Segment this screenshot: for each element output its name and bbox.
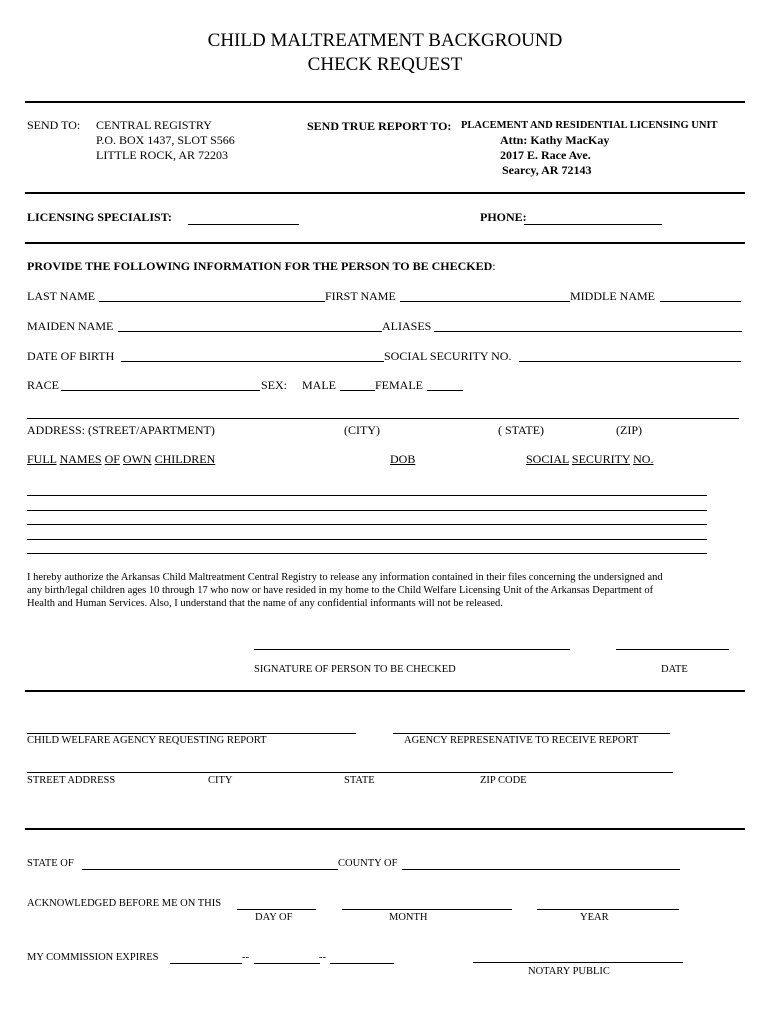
state-of-field[interactable] xyxy=(82,869,338,870)
day-field[interactable] xyxy=(237,909,316,910)
children-header-word: OF xyxy=(104,452,120,466)
address-state-label: ( STATE) xyxy=(498,423,545,437)
commission-label: MY COMMISSION EXPIRES xyxy=(27,952,159,963)
agency-address-field[interactable] xyxy=(27,772,673,773)
notary-signature-field[interactable] xyxy=(473,962,683,963)
licensing-specialist-label: LICENSING SPECIALIST: xyxy=(27,210,172,224)
commission-dash-1: -- xyxy=(242,952,249,963)
state-of-label: STATE OF xyxy=(27,858,74,869)
address-field[interactable] xyxy=(27,418,739,419)
children-ssn-word: NO. xyxy=(633,452,654,466)
authorization-line2: any birth/legal children ages 10 through 17 who now or have resided in my home to the Child Welfare Licensing Unit of the Arkansas Department of xyxy=(27,585,654,597)
ssn-field[interactable] xyxy=(519,361,741,362)
children-header-word: CHILDREN xyxy=(154,452,216,466)
year-field[interactable] xyxy=(537,909,679,910)
child-entry-line[interactable] xyxy=(27,553,707,554)
divider-3 xyxy=(25,242,745,244)
registry-name: CENTRAL REGISTRY xyxy=(96,118,212,132)
signature-field[interactable] xyxy=(254,649,570,650)
true-report-street: 2017 E. Race Ave. xyxy=(500,148,591,162)
signature-label: SIGNATURE OF PERSON TO BE CHECKED xyxy=(254,664,456,675)
phone-label: PHONE: xyxy=(480,210,527,224)
registry-box: P.O. BOX 1437, SLOT S566 xyxy=(96,133,235,147)
last-name-label: LAST NAME xyxy=(27,289,96,303)
registry-city: LITTLE ROCK, AR 72203 xyxy=(96,148,228,162)
maiden-name-field[interactable] xyxy=(118,331,382,332)
child-entry-line[interactable] xyxy=(27,510,707,511)
children-header-word: NAMES xyxy=(59,452,102,466)
dob-field[interactable] xyxy=(121,361,384,362)
address-city-label: (CITY) xyxy=(344,423,380,437)
commission-day-field[interactable] xyxy=(254,963,320,964)
county-of-label: COUNTY OF xyxy=(338,858,398,869)
commission-year-field[interactable] xyxy=(330,963,394,964)
race-label: RACE xyxy=(27,378,60,392)
true-report-label: SEND TRUE REPORT TO: xyxy=(307,119,452,133)
provide-heading xyxy=(27,259,496,274)
true-report-city: Searcy, AR 72143 xyxy=(502,163,592,177)
agency-rep-field[interactable] xyxy=(393,733,670,734)
signature-date-label: DATE xyxy=(661,664,688,675)
true-report-unit: PLACEMENT AND RESIDENTIAL LICENSING UNIT xyxy=(461,120,718,131)
provide-heading-text: PROVIDE THE FOLLOWING INFORMATION FOR THE PERSON TO BE CHECKED xyxy=(27,259,493,273)
middle-name-label: MIDDLE NAME xyxy=(570,289,655,303)
true-report-attn: Attn: Kathy MacKay xyxy=(500,133,610,147)
dob-label: DATE OF BIRTH xyxy=(27,349,115,363)
agency-label: CHILD WELFARE AGENCY REQUESTING REPORT xyxy=(27,735,267,746)
children-header-word: OWN xyxy=(122,452,152,466)
divider-2 xyxy=(25,192,745,194)
aliases-field[interactable] xyxy=(434,331,742,332)
children-header-word: FULL xyxy=(27,452,57,466)
last-name-field[interactable] xyxy=(99,301,325,302)
signature-date-field[interactable] xyxy=(616,649,729,650)
agency-field[interactable] xyxy=(27,733,356,734)
month-label: MONTH xyxy=(389,912,428,923)
middle-name-field[interactable] xyxy=(660,301,741,302)
female-label: FEMALE xyxy=(375,378,423,392)
children-ssn-header xyxy=(526,452,653,467)
authorization-paragraph xyxy=(27,571,727,611)
divider-5 xyxy=(25,828,745,830)
child-entry-line[interactable] xyxy=(27,524,707,525)
male-label: MALE xyxy=(302,378,336,392)
children-ssn-word: SOCIAL xyxy=(526,452,569,466)
county-of-field[interactable] xyxy=(402,869,680,870)
phone-field[interactable] xyxy=(524,224,662,225)
first-name-field[interactable] xyxy=(400,301,570,302)
send-to-label: SEND TO: xyxy=(27,118,81,132)
agency-zip-label: ZIP CODE xyxy=(480,775,527,786)
authorization-line1: I hereby authorize the Arkansas Child Maltreatment Central Registry to release any information contained in their files concerning the undersigned and xyxy=(27,572,663,583)
authorization-line3: Health and Human Services. Also, I understand that the name of any confidential informants will not be released. xyxy=(27,598,503,610)
licensing-specialist-field[interactable] xyxy=(188,224,299,225)
month-field[interactable] xyxy=(342,909,512,910)
children-header xyxy=(27,452,215,467)
year-label: YEAR xyxy=(580,912,609,923)
form-title-line1: CHILD MALTREATMENT BACKGROUND xyxy=(207,30,563,51)
agency-city-label: CITY xyxy=(208,775,233,786)
form-title-line2: CHECK REQUEST xyxy=(307,54,463,75)
commission-dash-2: -- xyxy=(319,952,326,963)
female-field[interactable] xyxy=(427,390,463,391)
first-name-label: FIRST NAME xyxy=(325,289,396,303)
child-entry-line[interactable] xyxy=(27,495,707,496)
male-field[interactable] xyxy=(340,390,375,391)
sex-label: SEX: xyxy=(261,378,288,392)
ssn-label: SOCIAL SECURITY NO. xyxy=(384,349,512,363)
address-street-label: ADDRESS: (STREET/APARTMENT) xyxy=(27,423,215,437)
child-entry-line[interactable] xyxy=(27,539,707,540)
commission-month-field[interactable] xyxy=(170,963,242,964)
provide-heading-colon: : xyxy=(492,259,496,273)
children-ssn-word: SECURITY xyxy=(571,452,631,466)
children-dob-header: DOB xyxy=(390,452,416,466)
address-zip-label: (ZIP) xyxy=(616,423,642,437)
divider-4 xyxy=(25,690,745,692)
header-divider xyxy=(25,101,745,103)
race-field[interactable] xyxy=(61,390,260,391)
acknowledged-label: ACKNOWLEDGED BEFORE ME ON THIS xyxy=(27,898,222,909)
day-of-label: DAY OF xyxy=(255,912,293,923)
agency-rep-label: AGENCY REPRESENATIVE TO RECEIVE REPORT xyxy=(404,735,639,746)
notary-public-label: NOTARY PUBLIC xyxy=(528,966,610,977)
maiden-name-label: MAIDEN NAME xyxy=(27,319,114,333)
agency-state-label: STATE xyxy=(344,775,375,786)
agency-street-label: STREET ADDRESS xyxy=(27,775,116,786)
aliases-label: ALIASES xyxy=(382,319,432,333)
